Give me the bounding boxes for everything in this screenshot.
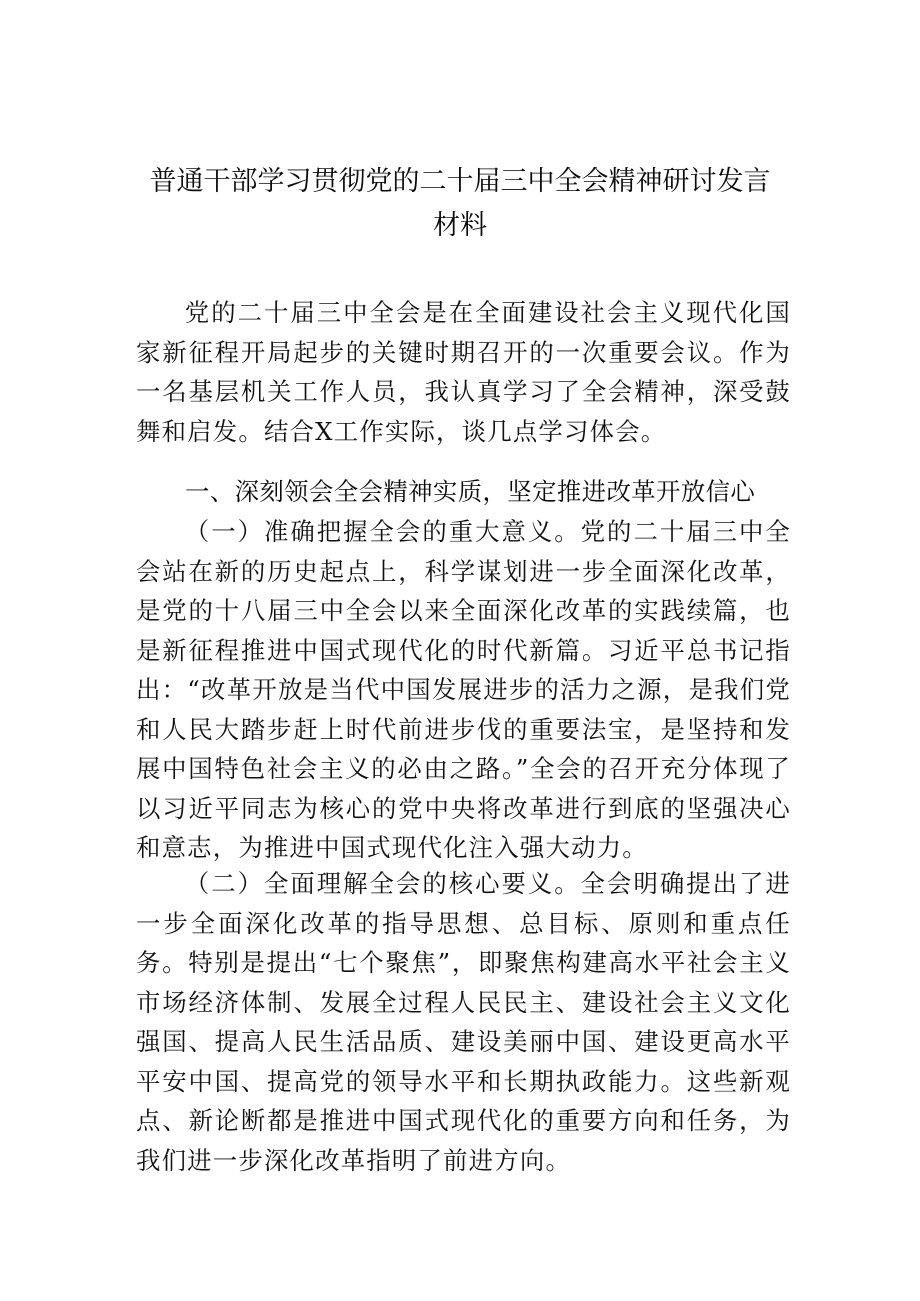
paragraph-core-meaning: （二）全面理解全会的核心要义。全会明确提出了进一步全面深化改革的指导思想、总目标、原则和重点任务。特别是提出“七个聚焦”，即聚焦构建高水平社会主义市场经济体制、发展全过程人民民主、建设社会主义文化强国、提高人民生活品质、建设美丽中国、建设更高水平平安中国、提高党的领导水平和长期执政能力。这些新观点、新论断都是推进中国式现代化的重要方向和任务，为我们进一步深化改革指明了前进方向。 xyxy=(136,869,791,1175)
intro-paragraph: 党的二十届三中全会是在全面建设社会主义现代化国家新征程开局起步的关键时期召开的一次重要会议。作为一名基层机关工作人员，我认真学习了全会精神，深受鼓舞和启发。结合X工作实际，谈几点学习体会。 xyxy=(136,298,791,446)
title-line-1: 普通干部学习贯彻党的二十届三中全会精神研讨发言 xyxy=(149,166,771,197)
title-line-2: 材料 xyxy=(433,210,487,241)
intro-paragraph-block xyxy=(136,293,791,451)
paragraph-block-3 xyxy=(136,864,791,1180)
paragraph-block-2 xyxy=(136,512,791,868)
section-heading-1: 一、深刻领会全会精神实质，坚定推进改革开放信心 xyxy=(185,477,756,506)
document-title xyxy=(130,160,790,248)
paragraph-significance: （一）准确把握全会的重大意义。党的二十届三中全会站在新的历史起点上，科学谋划进一步全面深化改革，是党的十八届三中全会以来全面深化改革的实践续篇，也是新征程推进中国式现代化的时代新篇。习近平总书记指出：“改革开放是当代中国发展进步的活力之源，是我们党和人民大踏步赶上时代前进步伐的重要法宝，是坚持和发展中国特色社会主义的必由之路。”全会的召开充分体现了以习近平同志为核心的党中央将改革进行到底的坚强决心和意志，为推进中国式现代化注入强大动力。 xyxy=(136,517,791,862)
